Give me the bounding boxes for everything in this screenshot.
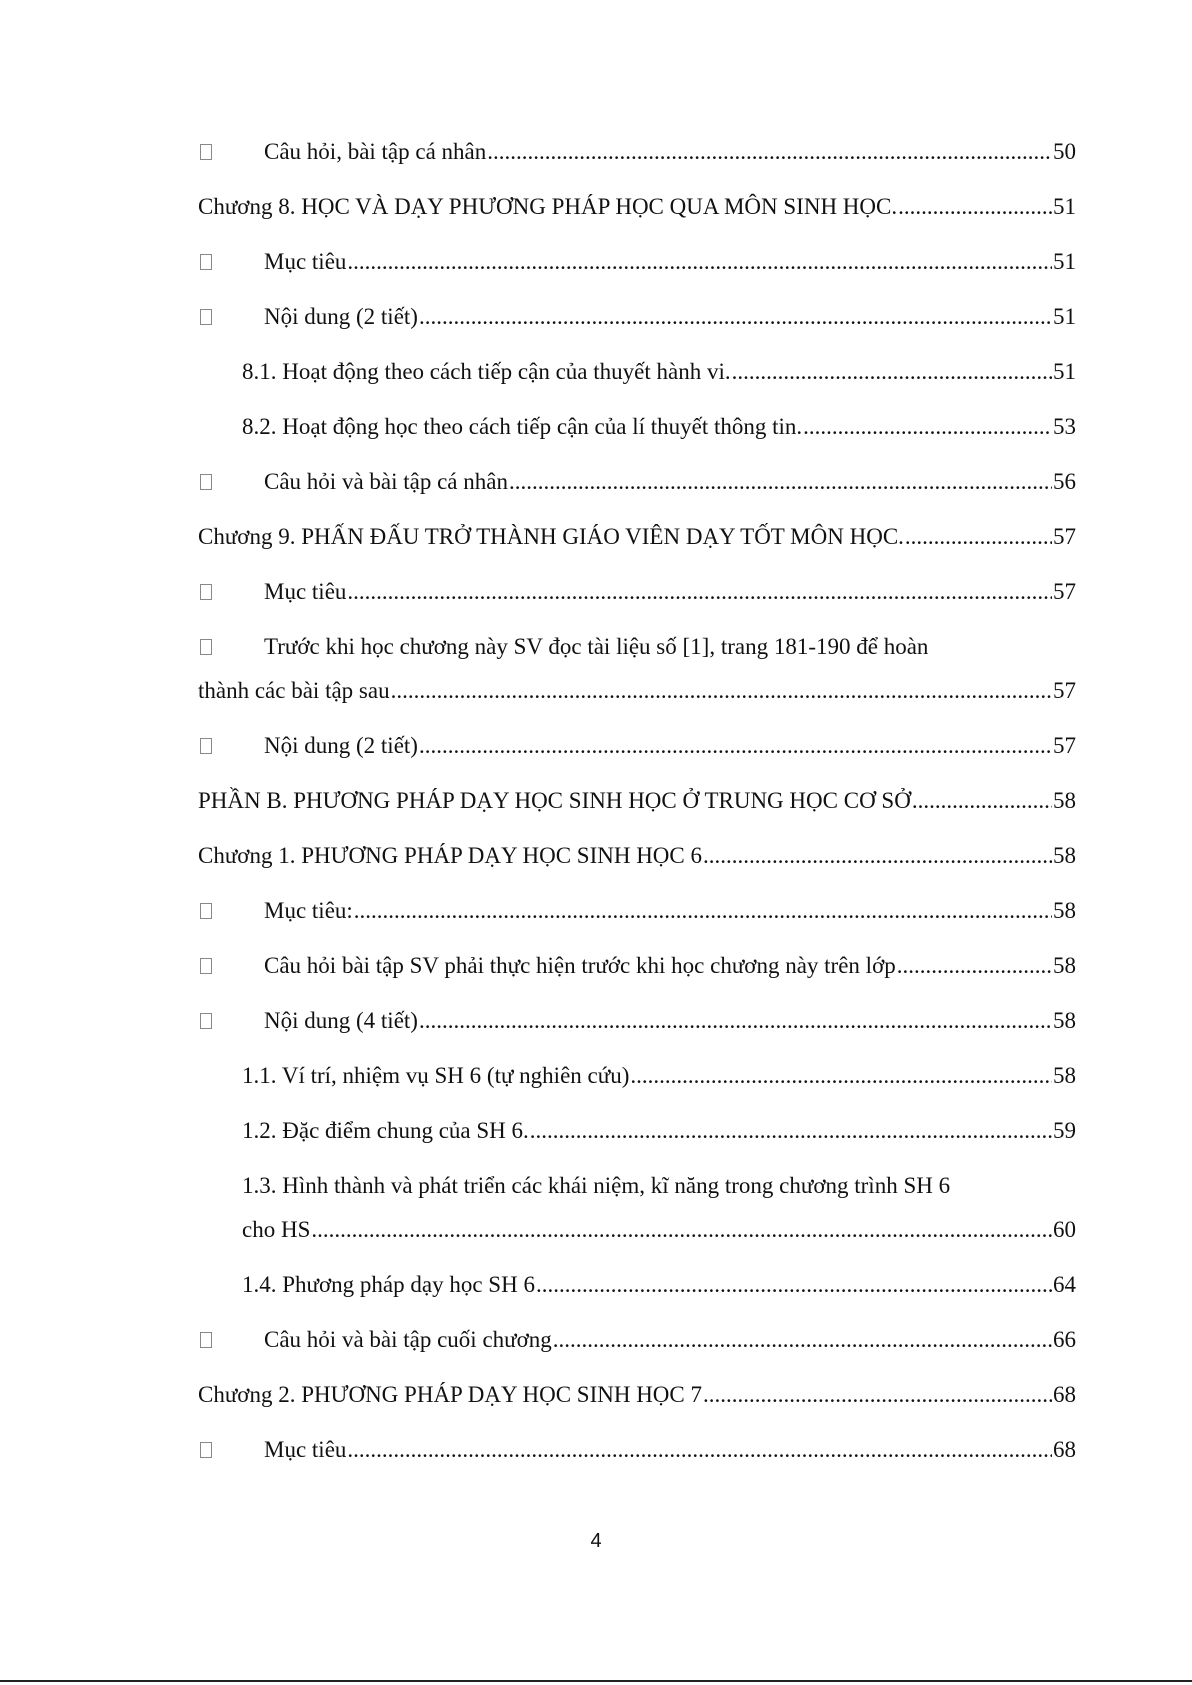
toc-entry-page: 58 <box>1053 788 1076 813</box>
toc-entry-page: 51 <box>1053 359 1076 384</box>
dot-leader <box>912 779 1052 823</box>
dot-leader <box>391 669 1052 713</box>
toc-entry-title: 1.2. Đặc điểm chung của SH 6. <box>242 1118 529 1143</box>
toc-entry-title: Mục tiêu <box>264 579 347 604</box>
toc-entry-page: 60 <box>1053 1217 1076 1242</box>
toc-entry-page: 58 <box>1053 1008 1076 1033</box>
toc-entry[interactable] <box>198 1318 1076 1362</box>
toc-entry-title: Mục tiêu <box>264 1437 347 1462</box>
toc-entry-title: Chương 1. PHƯƠNG PHÁP DẠY HỌC SINH HỌC 6 <box>198 843 703 868</box>
toc-entry-title: Câu hỏi và bài tập cá nhân <box>264 469 508 494</box>
toc-entry-section[interactable] <box>198 1054 1076 1098</box>
toc-entry-title: 8.2. Hoạt động học theo cách tiếp cận của lí thuyết thông tin. <box>242 414 803 439</box>
dot-leader <box>630 1054 1052 1098</box>
bullet-box-icon <box>200 1332 212 1348</box>
toc-entry-title: 1.3. Hình thành và phát triển các khái niệm, kĩ năng trong chương trình SH 6 <box>242 1173 951 1198</box>
dot-leader <box>536 1263 1052 1307</box>
toc-entry-title-continued: cho HS <box>242 1217 311 1242</box>
toc-entry[interactable] <box>198 724 1076 768</box>
toc-entry-title: Trước khi học chương này SV đọc tài liệu số [1], trang 181-190 để hoàn <box>264 634 929 659</box>
bullet-box-icon <box>200 144 212 160</box>
bottom-border <box>0 1680 1192 1682</box>
toc-entry-page: 56 <box>1053 469 1076 494</box>
toc-entry[interactable] <box>198 944 1076 988</box>
toc-entry-title: Chương 9. PHẤN ĐẤU TRỞ THÀNH GIÁO VIÊN DẠY TỐT MÔN HỌC. <box>198 524 904 549</box>
dot-leader <box>347 570 1052 614</box>
dot-leader <box>419 999 1052 1043</box>
dot-leader <box>487 130 1052 174</box>
toc-entry-section[interactable] <box>198 1164 1076 1252</box>
toc-entry-title: 1.4. Phương pháp dạy học SH 6 <box>242 1272 535 1297</box>
bullet-box-icon <box>200 1442 212 1458</box>
toc-entry-title-continued: thành các bài tập sau <box>198 678 390 703</box>
toc-entry[interactable] <box>198 460 1076 504</box>
bullet-box-icon <box>200 639 212 655</box>
toc-entry-page: 51 <box>1053 194 1076 219</box>
dot-leader <box>419 295 1052 339</box>
toc-entry-part[interactable] <box>198 779 1076 823</box>
toc-entry-section[interactable] <box>198 1263 1076 1307</box>
dot-leader <box>553 1318 1052 1362</box>
toc-entry-title: Chương 8. HỌC VÀ DẠY PHƯƠNG PHÁP HỌC QUA MÔN SINH HỌC. <box>198 194 898 219</box>
page-number: 4 <box>590 1530 602 1552</box>
toc-entry[interactable] <box>198 625 1076 713</box>
toc-entry-page: 57 <box>1053 579 1076 604</box>
toc-entry-page: 66 <box>1053 1327 1076 1352</box>
toc-entry-page: 50 <box>1053 139 1076 164</box>
table-of-contents <box>198 130 1076 1483</box>
dot-leader <box>354 889 1052 933</box>
toc-entry-page: 58 <box>1053 953 1076 978</box>
bullet-box-icon <box>200 738 212 754</box>
dot-leader <box>703 1373 1052 1417</box>
dot-leader <box>419 724 1052 768</box>
toc-entry[interactable] <box>198 295 1076 339</box>
toc-entry[interactable] <box>198 889 1076 933</box>
toc-entry-page: 59 <box>1053 1118 1076 1143</box>
toc-entry-title: Câu hỏi bài tập SV phải thực hiện trước khi học chương này trên lớp <box>264 953 896 978</box>
toc-entry-title: Câu hỏi và bài tập cuối chương <box>264 1327 552 1352</box>
toc-entry-title: Mục tiêu <box>264 249 347 274</box>
toc-entry-section[interactable] <box>198 1109 1076 1153</box>
toc-entry-section[interactable] <box>198 350 1076 394</box>
toc-entry-page: 58 <box>1053 1063 1076 1088</box>
dot-leader <box>898 185 1052 229</box>
toc-entry-page: 51 <box>1053 249 1076 274</box>
dot-leader <box>803 405 1052 449</box>
toc-entry-title: Mục tiêu: <box>264 898 353 923</box>
toc-entry-chapter[interactable] <box>198 515 1076 559</box>
toc-entry-page: 57 <box>1053 678 1076 703</box>
toc-entry-title: Chương 2. PHƯƠNG PHÁP DẠY HỌC SINH HỌC 7 <box>198 1382 703 1407</box>
toc-entry[interactable] <box>198 999 1076 1043</box>
toc-entry-page: 57 <box>1053 524 1076 549</box>
toc-entry-page: 64 <box>1053 1272 1076 1297</box>
toc-entry-chapter[interactable] <box>198 185 1076 229</box>
dot-leader <box>732 350 1052 394</box>
bullet-box-icon <box>200 958 212 974</box>
bullet-box-icon <box>200 309 212 325</box>
toc-entry-page: 53 <box>1053 414 1076 439</box>
toc-entry-chapter[interactable] <box>198 1373 1076 1417</box>
toc-entry-title: Nội dung (2 tiết) <box>264 733 418 758</box>
toc-entry[interactable] <box>198 1428 1076 1472</box>
toc-entry-page: 51 <box>1053 304 1076 329</box>
dot-leader <box>905 515 1052 559</box>
toc-entry-section[interactable] <box>198 405 1076 449</box>
toc-entry[interactable] <box>198 240 1076 284</box>
dot-leader <box>347 240 1052 284</box>
toc-entry-page: 58 <box>1053 898 1076 923</box>
toc-entry[interactable] <box>198 130 1076 174</box>
toc-entry-page: 68 <box>1053 1437 1076 1462</box>
toc-entry-title: Nội dung (2 tiết) <box>264 304 418 329</box>
toc-entry[interactable] <box>198 570 1076 614</box>
bullet-box-icon <box>200 474 212 490</box>
dot-leader <box>897 944 1052 988</box>
toc-entry-title: Câu hỏi, bài tập cá nhân <box>264 139 487 164</box>
dot-leader <box>530 1109 1052 1153</box>
toc-entry-page: 68 <box>1053 1382 1076 1407</box>
toc-entry-page: 57 <box>1053 733 1076 758</box>
dot-leader <box>311 1208 1052 1252</box>
toc-entry-page: 58 <box>1053 843 1076 868</box>
toc-entry-title: PHẦN B. PHƯƠNG PHÁP DẠY HỌC SINH HỌC Ở TRUNG HỌC CƠ SỞ <box>198 788 911 813</box>
toc-entry-title: 8.1. Hoạt động theo cách tiếp cận của thuyết hành vi. <box>242 359 731 384</box>
toc-entry-title: 1.1. Ví trí, nhiệm vụ SH 6 (tự nghiên cứu) <box>242 1063 630 1088</box>
toc-entry-chapter[interactable] <box>198 834 1076 878</box>
toc-entry-title: Nội dung (4 tiết) <box>264 1008 418 1033</box>
dot-leader <box>509 460 1052 504</box>
bullet-box-icon <box>200 584 212 600</box>
bullet-box-icon <box>200 903 212 919</box>
dot-leader <box>703 834 1052 878</box>
bullet-box-icon <box>200 1013 212 1029</box>
bullet-box-icon <box>200 254 212 270</box>
dot-leader <box>347 1428 1052 1472</box>
